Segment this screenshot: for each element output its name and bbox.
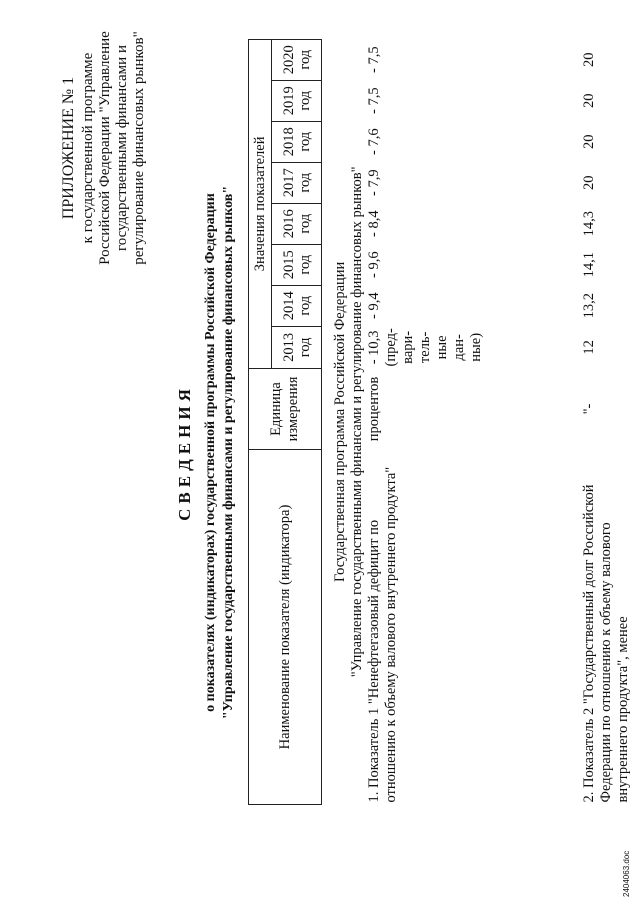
header-unit-line1: Единица bbox=[268, 382, 284, 436]
row-value: 20 bbox=[581, 93, 597, 108]
row-value: 20 bbox=[581, 134, 597, 149]
row-indicator-name: 2. Показатель 2 "Государственный долг Российской Федерации по отношению к объему валового внутреннего продукта", менее bbox=[581, 484, 631, 803]
row-value: - 9,4 bbox=[366, 292, 382, 319]
row-value: - 8,4 bbox=[366, 210, 382, 237]
program-line2: "Управление государственными финансами и регулирование финансовых рынков" bbox=[349, 166, 365, 678]
row-value: 20 bbox=[581, 52, 597, 67]
appendix-line: Российской Федерации "Управление bbox=[97, 31, 113, 265]
header-year: 2013 год bbox=[272, 326, 322, 368]
row-value: - 7,5 bbox=[366, 87, 382, 114]
file-name-footer: 2404063.doc bbox=[622, 850, 631, 897]
header-unit bbox=[249, 369, 322, 450]
appendix-line: к государственной программе bbox=[80, 52, 96, 244]
document-subtitle: о показателях (индикаторах) государственной программы Российской Федерации bbox=[203, 193, 218, 712]
program-line1: Государственная программа Российской Федерации bbox=[332, 261, 348, 583]
document-title: СВЕДЕНИЯ bbox=[175, 384, 194, 521]
header-values: Значения показателей bbox=[249, 39, 272, 368]
row-value: 14,3 bbox=[581, 211, 597, 237]
indicators-table bbox=[248, 39, 632, 805]
header-year: 2018 год bbox=[272, 121, 322, 162]
row-unit: процентов bbox=[366, 376, 382, 442]
appendix-title: ПРИЛОЖЕНИЕ № 1 bbox=[60, 76, 77, 220]
appendix-line: регулирование финансовых рынков" bbox=[131, 31, 147, 265]
row-value-2013: - 10,3 (пред- вари- тель- ные дан- ные) bbox=[366, 328, 484, 367]
header-year: 2017 год bbox=[272, 162, 322, 203]
appendix-line: государственными финансами и bbox=[114, 45, 130, 251]
document-subtitle-program: "Управление государственными финансами и регулирование финансовых рынков" bbox=[221, 185, 236, 720]
row-value: - 7,9 bbox=[366, 169, 382, 196]
header-year: 2015 год bbox=[272, 244, 322, 285]
program-heading bbox=[322, 39, 367, 804]
row-value: - 9,6 bbox=[366, 251, 382, 278]
header-year: 2016 год bbox=[272, 203, 322, 244]
header-year: 2019 год bbox=[272, 80, 322, 121]
row-value: 13,2 bbox=[581, 293, 597, 319]
header-unit-line2: измерения bbox=[285, 376, 301, 442]
row-value: - 7,6 bbox=[366, 128, 382, 155]
row-indicator-name: 1. Показатель 1 "Ненефтегазовый дефицит по отношению к объему валового внутреннего продукта" bbox=[366, 466, 399, 803]
table-row bbox=[366, 39, 581, 804]
header-indicator-name: Наименование показателя (индикатора) bbox=[249, 450, 322, 805]
header-year: 2020 год bbox=[272, 39, 322, 80]
header-year: 2014 год bbox=[272, 285, 322, 326]
row-unit: "- bbox=[581, 403, 597, 415]
table-row bbox=[581, 39, 632, 804]
row-value: 20 bbox=[581, 175, 597, 190]
row-value: - 7,5 bbox=[366, 46, 382, 73]
row-value: 12 bbox=[581, 340, 597, 355]
row-value: 14,1 bbox=[581, 252, 597, 278]
